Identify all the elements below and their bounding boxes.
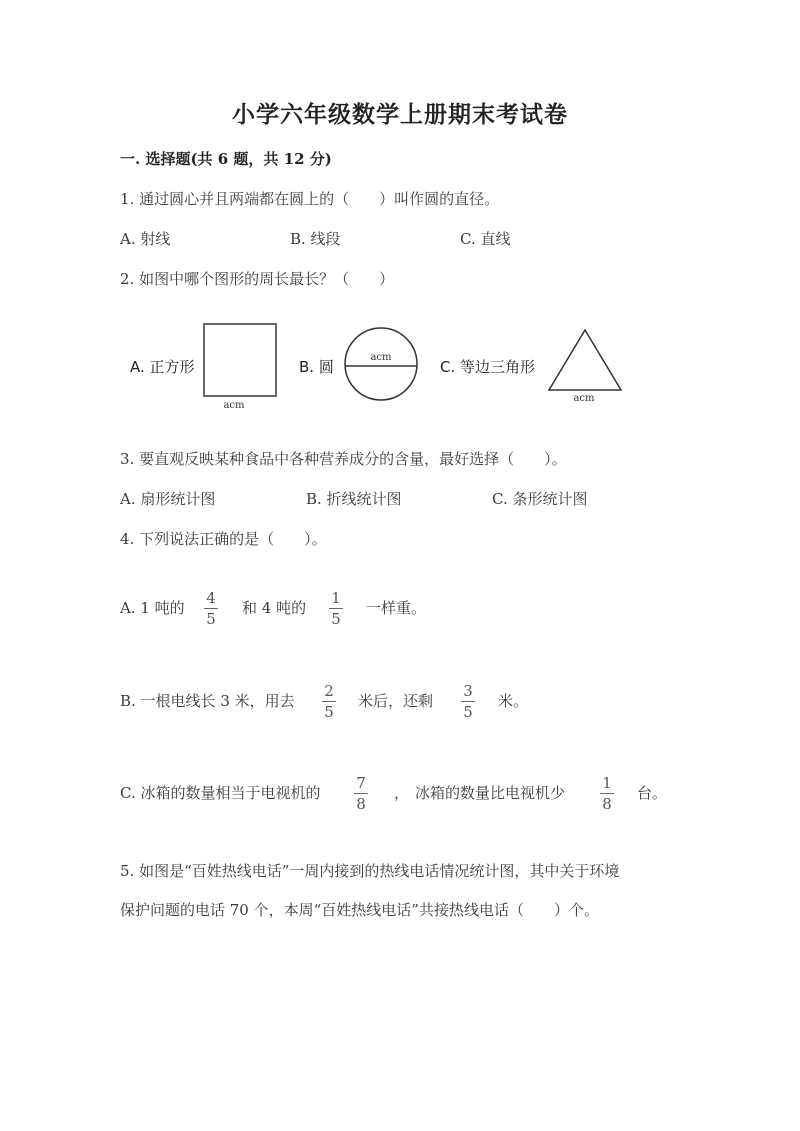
fraction-denominator: 5 xyxy=(463,703,473,721)
fraction xyxy=(351,775,371,812)
question-4-option-b-part1: B. 一根电线长 3 米，用去 xyxy=(120,692,295,710)
question-4-option-c-part1: C. 冰箱的数量相当于电视机的 xyxy=(120,784,321,802)
question-4-option-c-part3: 台。 xyxy=(637,784,668,802)
question-3-option-b: B. 折线统计图 xyxy=(306,490,402,508)
question-1-option-c: C. 直线 xyxy=(460,230,511,248)
figure-c-label: C. 等边三角形 xyxy=(440,358,536,376)
figure-a-label: A. 正方形 xyxy=(130,358,195,376)
question-3-option-c: C. 条形统计图 xyxy=(492,490,588,508)
fraction-bar xyxy=(329,608,343,609)
question-2-stem: 2. 如图中哪个图形的周长最长？（ ） xyxy=(120,270,395,288)
circle-figure xyxy=(342,325,422,405)
fraction xyxy=(326,590,346,627)
triangle-dim-label: acm xyxy=(573,393,595,404)
question-3-option-a: A. 扇形统计图 xyxy=(120,490,216,508)
triangle-figure xyxy=(544,326,626,406)
question-1-option-a: A. 射线 xyxy=(120,230,171,248)
question-4-option-a-part2: 和 4 吨的 xyxy=(242,599,307,617)
question-4-option-b-part3: 米。 xyxy=(498,692,529,710)
fraction-bar xyxy=(354,793,368,794)
fraction xyxy=(319,683,339,720)
fraction-denominator: 8 xyxy=(602,795,612,813)
fraction xyxy=(201,590,221,627)
fraction-bar xyxy=(322,701,336,702)
question-1-option-b: B. 线段 xyxy=(290,230,341,248)
question-4-option-a-part3: 一样重。 xyxy=(366,599,427,617)
fraction-numerator: 1 xyxy=(602,774,612,792)
fraction-numerator: 1 xyxy=(331,589,341,607)
question-5-line-2: 保护问题的电话 70 个，本周“百姓热线电话”共接热线电话（ ）个。 xyxy=(120,901,599,919)
square-figure xyxy=(200,320,280,412)
question-4-option-c-comma: ， xyxy=(394,784,410,802)
fraction xyxy=(597,775,617,812)
fraction-numerator: 7 xyxy=(356,774,366,792)
question-4-option-a-part1: A. 1 吨的 xyxy=(120,599,185,617)
section-heading: 一. 选择题(共 6 题，共 12 分) xyxy=(120,150,332,168)
fraction-denominator: 5 xyxy=(324,703,334,721)
fraction-bar xyxy=(461,701,475,702)
figure-b-label: B. 圆 xyxy=(299,358,334,376)
question-5-line-1: 5. 如图是“百姓热线电话”一周内接到的热线电话情况统计图，其中关于环境 xyxy=(120,862,620,880)
fraction-bar xyxy=(600,793,614,794)
fraction-denominator: 8 xyxy=(356,795,366,813)
circle-dim-label: acm xyxy=(370,352,392,363)
fraction-numerator: 4 xyxy=(206,589,216,607)
question-4-option-c-part2: 冰箱的数量比电视机少 xyxy=(415,784,566,802)
question-1-stem: 1. 通过圆心并且两端都在圆上的（ ）叫作圆的直径。 xyxy=(120,190,500,208)
fraction-numerator: 2 xyxy=(324,682,334,700)
question-4-option-b-part2: 米后，还剩 xyxy=(358,692,434,710)
question-3-stem: 3. 要直观反映某种食品中各种营养成分的含量，最好选择（ ）。 xyxy=(120,450,567,468)
question-4-stem: 4. 下列说法正确的是（ ）。 xyxy=(120,530,327,548)
fraction xyxy=(458,683,478,720)
square-dim-label: acm xyxy=(223,400,245,411)
fraction-denominator: 5 xyxy=(331,610,341,628)
fraction-denominator: 5 xyxy=(206,610,216,628)
page-title: 小学六年级数学上册期末考试卷 xyxy=(232,101,568,128)
fraction-bar xyxy=(204,608,218,609)
fraction-numerator: 3 xyxy=(463,682,473,700)
